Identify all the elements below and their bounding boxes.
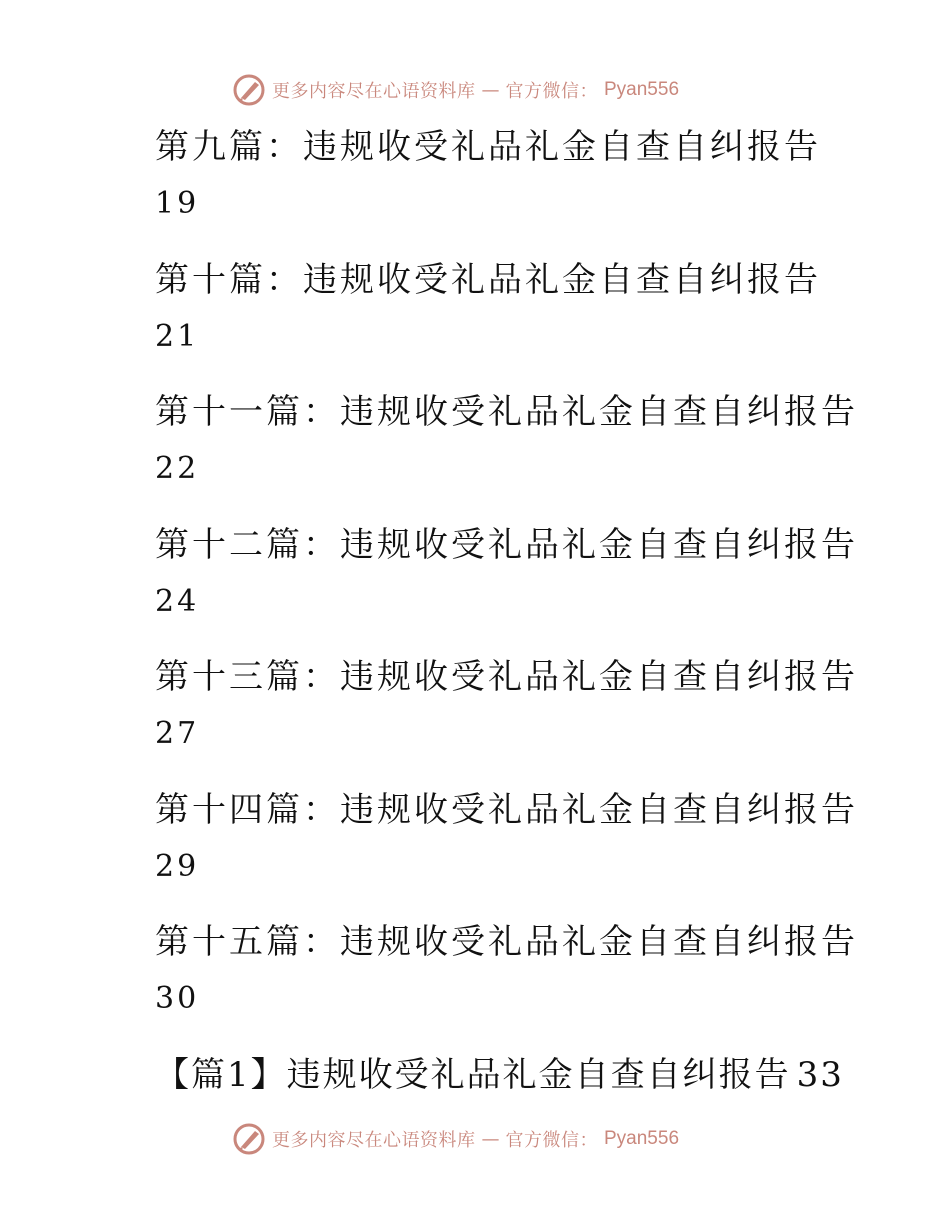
watermark-separator: — (481, 1128, 500, 1150)
toc-entry-page: 29 (155, 849, 200, 884)
toc-entry-page: 33 (796, 1055, 844, 1095)
toc-entry-title: 【篇1】违规收受礼品礼金自查自纠报告 (155, 1055, 791, 1095)
toc-entry-last[interactable] (155, 1046, 844, 1104)
watermark-account: Pyan556 (604, 1128, 680, 1149)
watermark-account: Pyan556 (604, 79, 680, 100)
toc-entry-title: 第十三篇：违规收受礼品礼金自查自纠报告 (155, 657, 858, 697)
pen-logo-icon (232, 1122, 266, 1156)
watermark-label: 官方微信： (505, 81, 598, 102)
pen-logo-icon (232, 73, 266, 107)
toc-entry-page: 22 (155, 451, 200, 486)
footer-watermark (232, 1122, 679, 1156)
toc-entry-title: 第九篇：违规收受礼品礼金自查自纠报告 (155, 127, 821, 167)
toc-entry-title: 第十四篇：违规收受礼品礼金自查自纠报告 (155, 790, 858, 830)
toc-entry-title: 第十一篇：违规收受礼品礼金自查自纠报告 (155, 392, 858, 432)
header-watermark (232, 73, 679, 107)
toc-entry-title: 第十五篇：违规收受礼品礼金自查自纠报告 (155, 922, 858, 962)
toc-entry-page: 24 (155, 584, 200, 619)
toc-entry-page: 19 (155, 186, 200, 221)
watermark-label: 官方微信： (505, 1130, 598, 1151)
watermark-separator: — (481, 79, 500, 101)
toc-entry-title: 第十二篇：违规收受礼品礼金自查自纠报告 (155, 525, 858, 565)
toc-entry-page: 27 (155, 716, 200, 751)
watermark-text: 更多内容尽在心语资料库 (272, 81, 476, 102)
toc-entry-title: 第十篇：违规收受礼品礼金自查自纠报告 (155, 260, 821, 300)
toc-entry-page: 30 (155, 981, 200, 1016)
watermark-text: 更多内容尽在心语资料库 (272, 1130, 476, 1151)
toc-entry-page: 21 (155, 319, 200, 354)
